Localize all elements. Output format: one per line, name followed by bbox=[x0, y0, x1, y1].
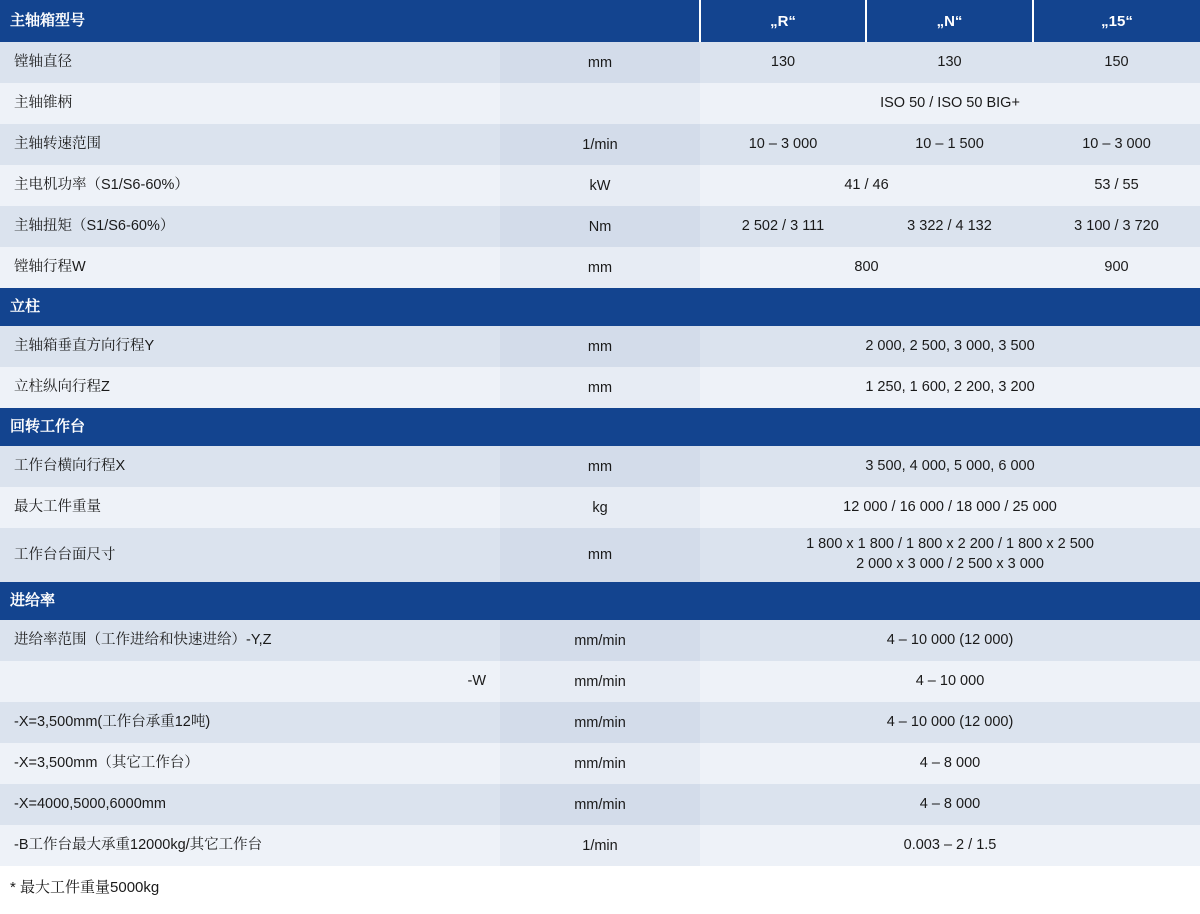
row-label: -X=3,500mm(工作台承重12吨) bbox=[0, 702, 500, 743]
row-unit: mm bbox=[500, 446, 700, 487]
row-value-span: 1 250, 1 600, 2 200, 3 200 bbox=[700, 367, 1200, 408]
row-unit: kg bbox=[500, 487, 700, 528]
row-value-r: 2 502 / 3 111 bbox=[700, 206, 866, 247]
row-value-rn: 800 bbox=[700, 247, 1033, 288]
row-value-n: 10 – 1 500 bbox=[866, 124, 1033, 165]
table-row bbox=[0, 42, 1200, 83]
row-value-15: 150 bbox=[1033, 42, 1200, 83]
row-label: 主轴扭矩（S1/S6-60%） bbox=[0, 206, 500, 247]
table-header-row bbox=[0, 0, 1200, 42]
row-value-span: 4 – 10 000 (12 000) bbox=[700, 702, 1200, 743]
row-label: -X=4000,5000,6000mm bbox=[0, 784, 500, 825]
row-unit: mm/min bbox=[500, 702, 700, 743]
row-label: 工作台台面尺寸 bbox=[0, 528, 500, 582]
row-unit: mm bbox=[500, 326, 700, 367]
row-unit: mm/min bbox=[500, 784, 700, 825]
table-row bbox=[0, 702, 1200, 743]
header-column-15: „15“ bbox=[1033, 0, 1200, 42]
table-row bbox=[0, 247, 1200, 288]
row-label: -B工作台最大承重12000kg/其它工作台 bbox=[0, 825, 500, 866]
row-value-span: 12 000 / 16 000 / 18 000 / 25 000 bbox=[700, 487, 1200, 528]
table-row bbox=[0, 661, 1200, 702]
row-label: 主电机功率（S1/S6-60%） bbox=[0, 165, 500, 206]
table-row bbox=[0, 743, 1200, 784]
section-header-feed-rate bbox=[0, 582, 1200, 620]
table-row bbox=[0, 326, 1200, 367]
row-value-15: 10 – 3 000 bbox=[1033, 124, 1200, 165]
table-row bbox=[0, 784, 1200, 825]
row-unit: mm bbox=[500, 42, 700, 83]
table-row bbox=[0, 83, 1200, 124]
row-value-span: ISO 50 / ISO 50 BIG+ bbox=[700, 83, 1200, 124]
table-row bbox=[0, 165, 1200, 206]
row-value-n: 130 bbox=[866, 42, 1033, 83]
table-row bbox=[0, 124, 1200, 165]
row-unit: Nm bbox=[500, 206, 700, 247]
table-row bbox=[0, 487, 1200, 528]
header-column-r: „R“ bbox=[700, 0, 866, 42]
row-label: -W bbox=[0, 661, 500, 702]
row-label: 主轴箱垂直方向行程Y bbox=[0, 326, 500, 367]
row-label: 最大工件重量 bbox=[0, 487, 500, 528]
row-unit: kW bbox=[500, 165, 700, 206]
row-unit: mm/min bbox=[500, 743, 700, 784]
row-value-rn: 41 / 46 bbox=[700, 165, 1033, 206]
table-footnote: * 最大工件重量5000kg bbox=[10, 879, 160, 896]
row-value-span: 1 800 x 1 800 / 1 800 x 2 200 / 1 800 x 2 500 2 000 x 3 000 / 2 500 x 3 000 bbox=[700, 528, 1200, 582]
section-title: 立柱 bbox=[0, 288, 1200, 326]
table-row bbox=[0, 825, 1200, 866]
row-value-span: 4 – 10 000 bbox=[700, 661, 1200, 702]
row-value-r: 10 – 3 000 bbox=[700, 124, 866, 165]
row-value-span: 4 – 8 000 bbox=[700, 784, 1200, 825]
row-value-span: 0.003 – 2 / 1.5 bbox=[700, 825, 1200, 866]
section-title: 回转工作台 bbox=[0, 408, 1200, 446]
row-value-r: 130 bbox=[700, 42, 866, 83]
row-unit: mm bbox=[500, 367, 700, 408]
row-label: 主轴转速范围 bbox=[0, 124, 500, 165]
row-label: 主轴锥柄 bbox=[0, 83, 500, 124]
row-unit: 1/min bbox=[500, 825, 700, 866]
row-label: 镗轴行程W bbox=[0, 247, 500, 288]
section-header-column bbox=[0, 288, 1200, 326]
row-value-span: 4 – 10 000 (12 000) bbox=[700, 620, 1200, 661]
row-unit: mm bbox=[500, 247, 700, 288]
header-title: 主轴箱型号 bbox=[0, 0, 500, 42]
row-label: 工作台横向行程X bbox=[0, 446, 500, 487]
table-row bbox=[0, 446, 1200, 487]
row-unit: 1/min bbox=[500, 124, 700, 165]
table-row bbox=[0, 528, 1200, 582]
row-unit bbox=[500, 83, 700, 124]
table-row bbox=[0, 620, 1200, 661]
row-label: 立柱纵向行程Z bbox=[0, 367, 500, 408]
row-label: -X=3,500mm（其它工作台） bbox=[0, 743, 500, 784]
section-header-rotary-table bbox=[0, 408, 1200, 446]
header-unit-cell bbox=[500, 0, 700, 42]
row-unit: mm bbox=[500, 528, 700, 582]
row-label: 镗轴直径 bbox=[0, 42, 500, 83]
row-unit: mm/min bbox=[500, 661, 700, 702]
row-value-n: 3 322 / 4 132 bbox=[866, 206, 1033, 247]
table-row bbox=[0, 206, 1200, 247]
section-title: 进给率 bbox=[0, 582, 1200, 620]
row-value-span: 4 – 8 000 bbox=[700, 743, 1200, 784]
row-value-15: 900 bbox=[1033, 247, 1200, 288]
row-value-span: 3 500, 4 000, 5 000, 6 000 bbox=[700, 446, 1200, 487]
row-value-span: 2 000, 2 500, 3 000, 3 500 bbox=[700, 326, 1200, 367]
row-unit: mm/min bbox=[500, 620, 700, 661]
row-value-15: 53 / 55 bbox=[1033, 165, 1200, 206]
table-row bbox=[0, 367, 1200, 408]
row-label: 进给率范围（工作进给和快速进给）-Y,Z bbox=[0, 620, 500, 661]
header-column-n: „N“ bbox=[866, 0, 1033, 42]
row-value-15: 3 100 / 3 720 bbox=[1033, 206, 1200, 247]
